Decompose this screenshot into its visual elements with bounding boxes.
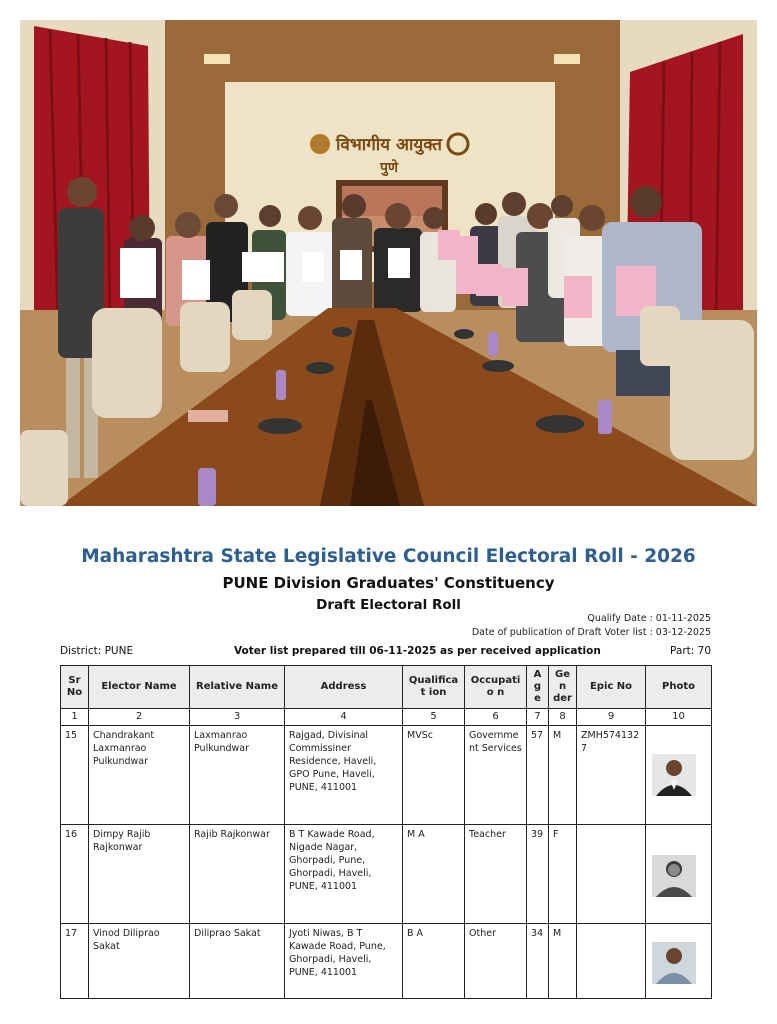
napkin — [188, 410, 228, 422]
age: 39 — [527, 825, 549, 924]
occupation: Governme nt Services — [465, 726, 527, 825]
roll-type: Draft Electoral Roll — [316, 597, 461, 613]
col-number: 7 — [527, 709, 549, 726]
photo-cell — [646, 825, 712, 924]
col-header: Epic No — [577, 666, 646, 709]
col-number: 9 — [577, 709, 646, 726]
prepared-till-note: Voter list prepared till 06-11-2025 as per received application — [234, 645, 601, 657]
wall-lamp-right — [554, 54, 580, 64]
qualification: MVSc — [403, 726, 465, 825]
wall-lamp-left — [204, 54, 230, 64]
sign-line-2: पुणे — [379, 160, 399, 176]
sr-no: 15 — [61, 726, 89, 825]
col-number: 3 — [190, 709, 285, 726]
col-header: Sr No — [61, 666, 89, 709]
col-number: 6 — [465, 709, 527, 726]
photo-cell — [646, 726, 712, 825]
voter-table — [60, 665, 712, 999]
table-header-row — [61, 666, 712, 709]
age: 34 — [527, 924, 549, 999]
sr-no: 16 — [61, 825, 89, 924]
col-header: Address — [285, 666, 403, 709]
emblem-icon — [310, 134, 330, 154]
elector-name: Chandrakant Laxmanrao Pulkundwar — [89, 726, 190, 825]
gender: M — [549, 924, 577, 999]
elector-name: Dimpy Rajib Rajkonwar — [89, 825, 190, 924]
relative-name: Laxmanrao Pulkundwar — [190, 726, 285, 825]
elector-name: Vinod Diliprao Sakat — [89, 924, 190, 999]
col-header: Occupatio n — [465, 666, 527, 709]
col-number: 8 — [549, 709, 577, 726]
col-number: 1 — [61, 709, 89, 726]
meeting-room-scene — [20, 20, 757, 506]
age: 57 — [527, 726, 549, 825]
qualify-date: Qualify Date : 01-11-2025 — [587, 613, 711, 624]
col-header: Ag e — [527, 666, 549, 709]
qualification: B A — [403, 924, 465, 999]
table-row — [61, 726, 712, 825]
voter-photo — [652, 855, 696, 897]
occupation: Teacher — [465, 825, 527, 924]
qualification: M A — [403, 825, 465, 924]
col-header: Elector Name — [89, 666, 190, 709]
photo-cell — [646, 924, 712, 999]
col-header: Gen der — [549, 666, 577, 709]
relative-name: Rajib Rajkonwar — [190, 825, 285, 924]
publication-date: Date of publication of Draft Voter list : 03-12-2025 — [471, 627, 711, 638]
epic-no — [577, 825, 646, 924]
col-header: Relative Name — [190, 666, 285, 709]
table-row — [61, 825, 712, 924]
address: Jyoti Niwas, B T Kawade Road, Pune, Ghorpadi, Haveli, PUNE, 411001 — [285, 924, 403, 999]
col-number: 2 — [89, 709, 190, 726]
address: Rajgad, Divisinal Commissiner Residence, Haveli, GPO Pune, Haveli, PUNE, 411001 — [285, 726, 403, 825]
event-photo — [20, 20, 757, 506]
part-number: Part: 70 — [670, 645, 711, 657]
district-label: District: PUNE — [60, 645, 134, 657]
constituency-title: PUNE Division Graduates' Constituency — [222, 574, 555, 592]
gender: F — [549, 825, 577, 924]
occupation: Other — [465, 924, 527, 999]
col-number: 10 — [646, 709, 712, 726]
column-number-row — [61, 709, 712, 726]
col-header: Photo — [646, 666, 712, 709]
sign-line-1: विभागीय आयुक्त — [336, 135, 442, 155]
epic-no — [577, 924, 646, 999]
col-number: 5 — [403, 709, 465, 726]
voter-photo — [652, 754, 696, 796]
voter-photo — [652, 942, 696, 984]
gender: M — [549, 726, 577, 825]
roll-title: Maharashtra State Legislative Council Electoral Roll - 2026 — [81, 546, 696, 567]
col-number: 4 — [285, 709, 403, 726]
table-row — [61, 924, 712, 999]
epic-no: ZMH574132 7 — [577, 726, 646, 825]
sr-no: 17 — [61, 924, 89, 999]
address: B T Kawade Road, Nigade Nagar, Ghorpadi, Pune, Ghorpadi, Haveli, PUNE, 411001 — [285, 825, 403, 924]
relative-name: Diliprao Sakat — [190, 924, 285, 999]
col-header: Qualificat ion — [403, 666, 465, 709]
